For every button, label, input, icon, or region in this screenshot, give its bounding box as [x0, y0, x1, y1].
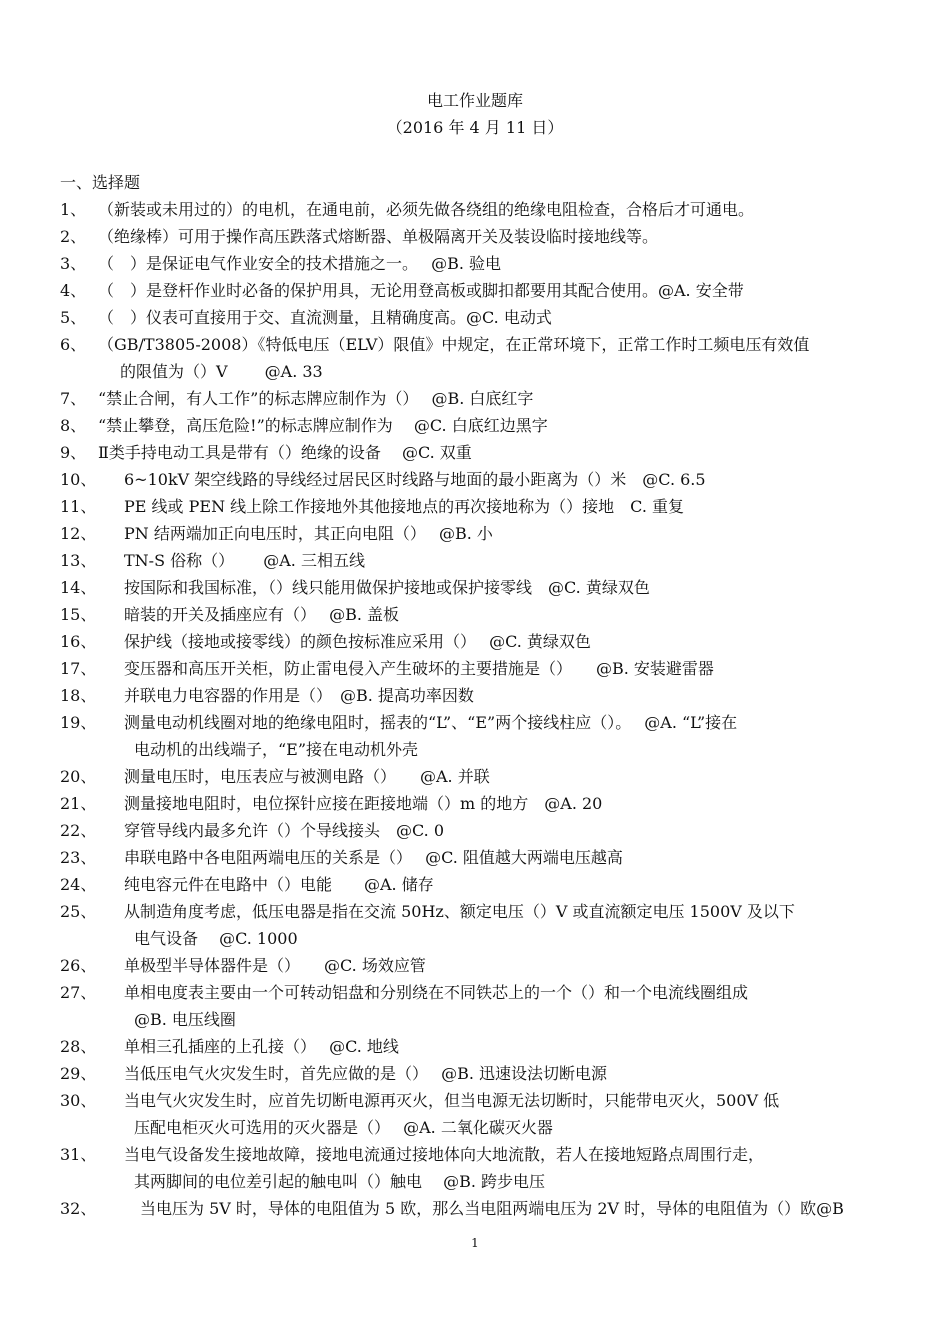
question-number: 30、 [60, 1091, 97, 1110]
question-item [60, 628, 940, 655]
question-item [60, 331, 940, 385]
question-body [60, 196, 940, 223]
question-item [60, 790, 940, 817]
question-body [60, 979, 940, 1033]
question-item [60, 574, 940, 601]
question-text: 穿管导线内最多允许（）个导线接头 @C. 0 [124, 821, 445, 840]
question-number: 32、 [60, 1199, 97, 1218]
question-item [60, 1087, 940, 1141]
question-number: 1、 [60, 200, 87, 219]
question-body [60, 763, 940, 790]
question-text: 当电气火灾发生时，应首先切断电源再灭火，但当电源无法切断时，只能带电灭火，500V 低 [124, 1091, 780, 1110]
question-text: （GB/T3805-2008）《特低电压（ELV）限值》中规定，在正常环境下，正常工作时工频电压有效值 [98, 335, 810, 354]
question-body [60, 250, 940, 277]
question-number: 22、 [60, 821, 97, 840]
question-number: 11、 [60, 497, 97, 516]
question-body [60, 574, 940, 601]
question-text: 变压器和高压开关柜，防止雷电侵入产生破坏的主要措施是（） @B. 安装避雷器 [124, 659, 714, 678]
question-number: 15、 [60, 605, 97, 624]
question-number: 27、 [60, 983, 97, 1002]
question-text: TN-S 俗称（） @A. 三相五线 [124, 551, 365, 570]
question-body [60, 628, 940, 655]
question-body [60, 1141, 940, 1195]
question-text-continuation: 其两脚间的电位差引起的触电叫（）触电 @B. 跨步电压 [134, 1172, 546, 1191]
question-text: 单相电度表主要由一个可转动铝盘和分别绕在不同铁芯上的一个（）和一个电流线圈组成 [124, 983, 749, 1002]
question-text: “禁止合闸，有人工作”的标志牌应制作为（） @B. 白底红字 [98, 389, 534, 408]
document-date: （2016 年 4 月 11 日） [386, 118, 564, 137]
question-item [60, 709, 940, 763]
question-number: 18、 [60, 686, 97, 705]
question-body [60, 898, 940, 952]
question-number: 21、 [60, 794, 97, 813]
question-item [60, 1033, 940, 1060]
question-number: 25、 [60, 902, 97, 921]
question-item [60, 250, 940, 277]
question-item [60, 655, 940, 682]
question-text: 暗装的开关及插座应有（） @B. 盖板 [124, 605, 400, 624]
question-number: 6、 [60, 335, 87, 354]
question-text: 当低压电气火灾发生时，首先应做的是（） @B. 迅速设法切断电源 [124, 1064, 608, 1083]
document-title: 电工作业题库 [426, 91, 523, 110]
question-text: PN 结两端加正向电压时，其正向电阻（） @B. 小 [124, 524, 493, 543]
question-number: 16、 [60, 632, 97, 651]
question-text: 纯电容元件在电路中（）电能 @A. 储存 [124, 875, 434, 894]
question-body [60, 304, 940, 331]
question-text: 6~10kV 架空线路的导线经过居民区时线路与地面的最小距离为（）米 @C. 6.5 [124, 470, 706, 489]
question-text-continuation: 电气设备 @C. 1000 [134, 929, 298, 948]
question-body [60, 223, 940, 250]
question-text: 测量电动机线圈对地的绝缘电阻时，摇表的“L”、“E”两个接线柱应（）。 @A. “L”接在 [124, 713, 738, 732]
question-body [60, 871, 940, 898]
question-text: 按国际和我国标准，（）线只能用做保护接地或保护接零线 @C. 黄绿双色 [124, 578, 650, 597]
question-text: 测量接地电阻时，电位探针应接在距接地端（）m 的地方 @A. 20 [124, 794, 603, 813]
question-number: 29、 [60, 1064, 97, 1083]
question-body [60, 493, 940, 520]
question-number: 24、 [60, 875, 97, 894]
question-item [60, 304, 940, 331]
question-text: 并联电力电容器的作用是（） @B. 提高功率因数 [124, 686, 474, 705]
question-item [60, 520, 940, 547]
question-number: 5、 [60, 308, 87, 327]
question-body [60, 385, 940, 412]
question-text: （绝缘棒）可用于操作高压跌落式熔断器、单极隔离开关及装设临时接地线等。 [98, 227, 659, 246]
question-item [60, 682, 940, 709]
question-item [60, 277, 940, 304]
question-body [60, 331, 940, 385]
question-body [60, 1033, 940, 1060]
question-item [60, 952, 940, 979]
question-text: Ⅱ类手持电动工具是带有（）绝缘的设备 @C. 双重 [98, 443, 472, 462]
question-item [60, 1195, 940, 1222]
question-text-continuation: 压配电柜灭火可选用的灭火器是（） @A. 二氧化碳灭火器 [134, 1118, 553, 1137]
question-body [60, 1087, 940, 1141]
question-number: 31、 [60, 1145, 97, 1164]
question-text: 单相三孔插座的上孔接（） @C. 地线 [124, 1037, 399, 1056]
question-body [60, 1195, 940, 1222]
question-text-continuation: 电动机的出线端子，“E”接在电动机外壳 [134, 740, 419, 759]
question-number: 10、 [60, 470, 97, 489]
question-text-continuation: @B. 电压线圈 [134, 1010, 236, 1029]
question-body [60, 952, 940, 979]
question-number: 17、 [60, 659, 97, 678]
question-list [60, 196, 940, 1222]
question-body [60, 601, 940, 628]
page-number: 1 [471, 1236, 479, 1250]
question-body [60, 790, 940, 817]
question-item [60, 898, 940, 952]
question-text: 当电气设备发生接地故障，接地电流通过接地体向大地流散，若人在接地短路点周围行走， [124, 1145, 765, 1164]
section-heading: 一、选择题 [60, 173, 141, 192]
question-body [60, 682, 940, 709]
question-item [60, 1060, 940, 1087]
question-item [60, 196, 940, 223]
question-number: 28、 [60, 1037, 97, 1056]
question-number: 9、 [60, 443, 87, 462]
question-body [60, 520, 940, 547]
question-item [60, 979, 940, 1033]
question-number: 4、 [60, 281, 87, 300]
question-number: 3、 [60, 254, 87, 273]
question-text: 从制造角度考虑，低压电器是指在交流 50Hz、额定电压（）V 或直流额定电压 1500V 及以下 [124, 902, 795, 921]
question-item [60, 844, 940, 871]
question-body [60, 412, 940, 439]
question-body [60, 655, 940, 682]
question-number: 20、 [60, 767, 97, 786]
question-number: 12、 [60, 524, 97, 543]
question-text: PE 线或 PEN 线上除工作接地外其他接地点的再次接地称为（）接地 C. 重复 [124, 497, 684, 516]
question-body [60, 466, 940, 493]
question-text: 串联电路中各电阻两端电压的关系是（） @C. 阻值越大两端电压越高 [124, 848, 623, 867]
question-text: （新装或未用过的）的电机，在通电前，必须先做各绕组的绝缘电阻检查，合格后才可通电。 [98, 200, 755, 219]
question-body [60, 817, 940, 844]
question-item [60, 385, 940, 412]
question-number: 13、 [60, 551, 97, 570]
question-body [60, 709, 940, 763]
question-item [60, 223, 940, 250]
question-text: 当电压为 5V 时，导体的电阻值为 5 欧，那么当电阻两端电压为 2V 时，导体的电阻值为（）欧@B [124, 1199, 844, 1218]
question-item [60, 601, 940, 628]
question-text: （ ）是保证电气作业安全的技术措施之一。 @B. 验电 [98, 254, 502, 273]
question-item [60, 1141, 940, 1195]
question-body [60, 547, 940, 574]
question-number: 23、 [60, 848, 97, 867]
question-body [60, 439, 940, 466]
question-body [60, 844, 940, 871]
question-item [60, 817, 940, 844]
question-item [60, 466, 940, 493]
question-item [60, 439, 940, 466]
question-body [60, 1060, 940, 1087]
question-text: 测量电压时，电压表应与被测电路（） @A. 并联 [124, 767, 490, 786]
question-text: （ ）是登杆作业时必备的保护用具，无论用登高板或脚扣都要用其配合使用。@A. 安全带 [98, 281, 744, 300]
question-text-continuation: 的限值为（）V @A. 33 [120, 362, 323, 381]
question-number: 2、 [60, 227, 87, 246]
question-number: 7、 [60, 389, 87, 408]
question-text: （ ）仪表可直接用于交、直流测量，且精确度高。@C. 电动式 [98, 308, 552, 327]
question-item [60, 871, 940, 898]
question-number: 8、 [60, 416, 87, 435]
question-item [60, 412, 940, 439]
question-item [60, 493, 940, 520]
question-body [60, 277, 940, 304]
question-item [60, 763, 940, 790]
question-text: 单极型半导体器件是（） @C. 场效应管 [124, 956, 426, 975]
question-number: 19、 [60, 713, 97, 732]
question-text: 保护线（接地或接零线）的颜色按标准应采用（） @C. 黄绿双色 [124, 632, 591, 651]
question-number: 26、 [60, 956, 97, 975]
question-number: 14、 [60, 578, 97, 597]
question-item [60, 547, 940, 574]
question-text: “禁止攀登，高压危险!”的标志牌应制作为 @C. 白底红边黑字 [98, 416, 548, 435]
